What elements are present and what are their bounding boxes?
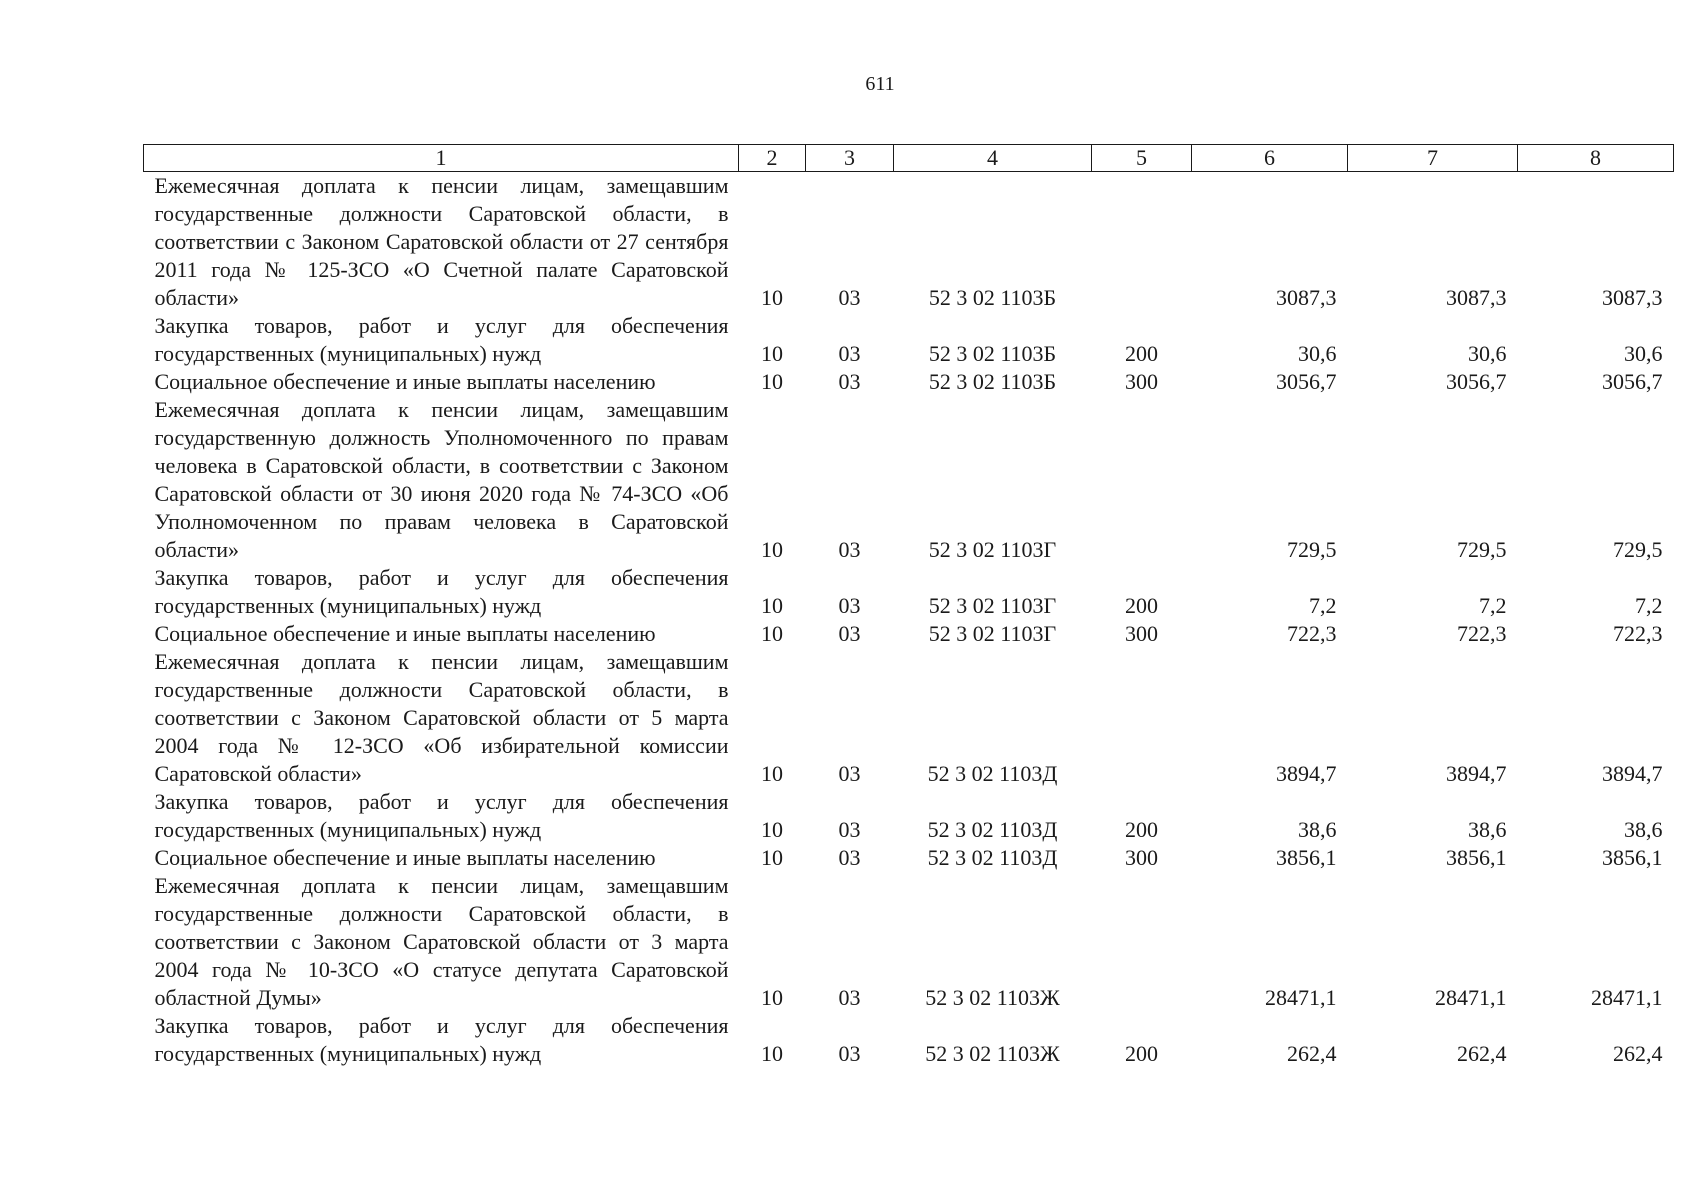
row-col-6: 38,6 bbox=[1298, 817, 1337, 842]
row-col-4: 52 3 02 1103Б bbox=[928, 285, 1057, 310]
row-col-6: 7,2 bbox=[1309, 593, 1337, 618]
row-col-6: 729,5 bbox=[1287, 537, 1337, 562]
row-col-5: 300 bbox=[1125, 845, 1158, 870]
row-col-4: 52 3 02 1103Д bbox=[927, 845, 1058, 870]
header-row bbox=[144, 145, 1674, 172]
row-col-4: 52 3 02 1103Д bbox=[927, 761, 1058, 786]
header-col-1: 1 bbox=[144, 145, 739, 172]
row-col-3: 03 bbox=[838, 845, 861, 870]
row-col-8: 38,6 bbox=[1624, 817, 1663, 842]
row-col-5 bbox=[1092, 872, 1192, 1012]
row-name: Ежемесячная доплата к пенсии лицам, замещавшим государственные должности Саратовской области, в соответствии с Законом Саратовской области от 27 сентября 2011 года № 125-ЗСО «О Счетной палате Саратовской области» bbox=[154, 173, 729, 310]
row-name: Социальное обеспечение и иные выплаты населению bbox=[154, 845, 656, 870]
row-col-6: 3087,3 bbox=[1276, 285, 1337, 310]
row-col-3: 03 bbox=[838, 369, 861, 394]
row-col-8: 722,3 bbox=[1613, 621, 1663, 646]
row-name: Социальное обеспечение и иные выплаты населению bbox=[154, 621, 656, 646]
row-col-3: 03 bbox=[838, 761, 861, 786]
row-col-7: 262,4 bbox=[1457, 1041, 1507, 1066]
header-col-3: 3 bbox=[806, 145, 894, 172]
row-col-4: 52 3 02 1103Б bbox=[928, 369, 1057, 394]
row-col-7: 3087,3 bbox=[1446, 285, 1507, 310]
row-col-5: 300 bbox=[1125, 369, 1158, 394]
table-row bbox=[144, 1012, 1674, 1068]
row-name: Закупка товаров, работ и услуг для обеспечения государственных (муниципальных) нужд bbox=[154, 789, 729, 842]
table-row bbox=[144, 620, 1674, 648]
row-col-5 bbox=[1092, 396, 1192, 564]
row-col-7: 38,6 bbox=[1468, 817, 1507, 842]
row-col-7: 7,2 bbox=[1479, 593, 1507, 618]
page-number: 611 bbox=[865, 73, 895, 95]
budget-table bbox=[143, 144, 1674, 1068]
row-col-6: 722,3 bbox=[1287, 621, 1337, 646]
row-col-2: 10 bbox=[761, 845, 783, 870]
row-col-4: 52 3 02 1103Ж bbox=[925, 1041, 1060, 1066]
row-col-5 bbox=[1092, 172, 1192, 313]
row-col-5: 200 bbox=[1125, 1041, 1158, 1066]
table-body bbox=[144, 172, 1674, 1069]
row-col-7: 3894,7 bbox=[1446, 761, 1507, 786]
row-col-2: 10 bbox=[761, 621, 783, 646]
row-col-5: 200 bbox=[1125, 817, 1158, 842]
row-col-3: 03 bbox=[838, 341, 861, 366]
row-col-2: 10 bbox=[761, 341, 783, 366]
row-col-2: 10 bbox=[761, 593, 783, 618]
row-col-6: 3856,1 bbox=[1276, 845, 1337, 870]
table-row bbox=[144, 368, 1674, 396]
table-row bbox=[144, 788, 1674, 844]
row-col-3: 03 bbox=[838, 537, 861, 562]
row-col-5: 200 bbox=[1125, 593, 1158, 618]
row-col-7: 3056,7 bbox=[1446, 369, 1507, 394]
row-col-4: 52 3 02 1103Г bbox=[928, 621, 1057, 646]
header-col-2: 2 bbox=[739, 145, 806, 172]
row-col-6: 262,4 bbox=[1287, 1041, 1337, 1066]
header-col-4: 4 bbox=[894, 145, 1092, 172]
row-col-3: 03 bbox=[838, 593, 861, 618]
row-col-8: 3856,1 bbox=[1602, 845, 1663, 870]
row-name: Ежемесячная доплата к пенсии лицам, замещавшим государственные должности Саратовской области, в соответствии с Законом Саратовской области от 5 марта 2004 года № 12-ЗСО «Об избирательной комиссии Саратовской области» bbox=[154, 649, 729, 786]
row-col-8: 3056,7 bbox=[1602, 369, 1663, 394]
row-col-8: 262,4 bbox=[1613, 1041, 1663, 1066]
table-row bbox=[144, 172, 1674, 313]
row-col-5 bbox=[1092, 648, 1192, 788]
table-row bbox=[144, 396, 1674, 564]
row-col-2: 10 bbox=[761, 761, 783, 786]
header-col-7: 7 bbox=[1348, 145, 1518, 172]
row-col-3: 03 bbox=[838, 985, 861, 1010]
row-name: Ежемесячная доплата к пенсии лицам, замещавшим государственную должность Уполномоченного по правам человека в Саратовской области, в соответствии с Законом Саратовской области от 30 июня 2020 года № 74-ЗСО «Об Уполномоченном по правам человека в Саратовской области» bbox=[154, 397, 729, 562]
row-col-8: 729,5 bbox=[1613, 537, 1663, 562]
row-col-2: 10 bbox=[761, 817, 783, 842]
header-col-6: 6 bbox=[1192, 145, 1348, 172]
row-col-5: 200 bbox=[1125, 341, 1158, 366]
row-col-4: 52 3 02 1103Д bbox=[927, 817, 1058, 842]
row-col-8: 3894,7 bbox=[1602, 761, 1663, 786]
row-col-5: 300 bbox=[1125, 621, 1158, 646]
row-col-4: 52 3 02 1103Б bbox=[928, 341, 1057, 366]
row-col-3: 03 bbox=[838, 621, 861, 646]
row-col-7: 30,6 bbox=[1468, 341, 1507, 366]
table-header bbox=[144, 145, 1674, 172]
row-col-3: 03 bbox=[838, 817, 861, 842]
row-col-2: 10 bbox=[761, 369, 783, 394]
row-col-3: 03 bbox=[838, 1041, 861, 1066]
row-col-6: 28471,1 bbox=[1265, 985, 1337, 1010]
row-col-4: 52 3 02 1103Г bbox=[928, 593, 1057, 618]
row-col-2: 10 bbox=[761, 285, 783, 310]
row-col-8: 28471,1 bbox=[1591, 985, 1663, 1010]
row-col-7: 729,5 bbox=[1457, 537, 1507, 562]
row-name: Ежемесячная доплата к пенсии лицам, замещавшим государственные должности Саратовской области, в соответствии с Законом Саратовской области от 3 марта 2004 года № 10-ЗСО «О статусе депутата Саратовской областной Думы» bbox=[154, 873, 729, 1010]
row-col-7: 3856,1 bbox=[1446, 845, 1507, 870]
table-row bbox=[144, 564, 1674, 620]
table-row bbox=[144, 648, 1674, 788]
row-col-8: 3087,3 bbox=[1602, 285, 1663, 310]
row-name: Закупка товаров, работ и услуг для обеспечения государственных (муниципальных) нужд bbox=[154, 565, 729, 618]
row-col-6: 3894,7 bbox=[1276, 761, 1337, 786]
row-name: Социальное обеспечение и иные выплаты населению bbox=[154, 369, 656, 394]
table-row bbox=[144, 872, 1674, 1012]
header-col-5: 5 bbox=[1092, 145, 1192, 172]
row-col-8: 30,6 bbox=[1624, 341, 1663, 366]
row-col-2: 10 bbox=[761, 1041, 783, 1066]
row-col-3: 03 bbox=[838, 285, 861, 310]
header-col-8: 8 bbox=[1518, 145, 1674, 172]
row-col-7: 722,3 bbox=[1457, 621, 1507, 646]
row-col-2: 10 bbox=[761, 537, 783, 562]
row-col-6: 30,6 bbox=[1298, 341, 1337, 366]
row-name: Закупка товаров, работ и услуг для обеспечения государственных (муниципальных) нужд bbox=[154, 313, 729, 366]
row-col-6: 3056,7 bbox=[1276, 369, 1337, 394]
row-col-2: 10 bbox=[761, 985, 783, 1010]
row-col-4: 52 3 02 1103Г bbox=[928, 537, 1057, 562]
row-col-8: 7,2 bbox=[1635, 593, 1663, 618]
row-name: Закупка товаров, работ и услуг для обеспечения государственных (муниципальных) нужд bbox=[154, 1013, 729, 1066]
table-row bbox=[144, 312, 1674, 368]
row-col-4: 52 3 02 1103Ж bbox=[925, 985, 1060, 1010]
row-col-7: 28471,1 bbox=[1435, 985, 1507, 1010]
table-row bbox=[144, 844, 1674, 872]
